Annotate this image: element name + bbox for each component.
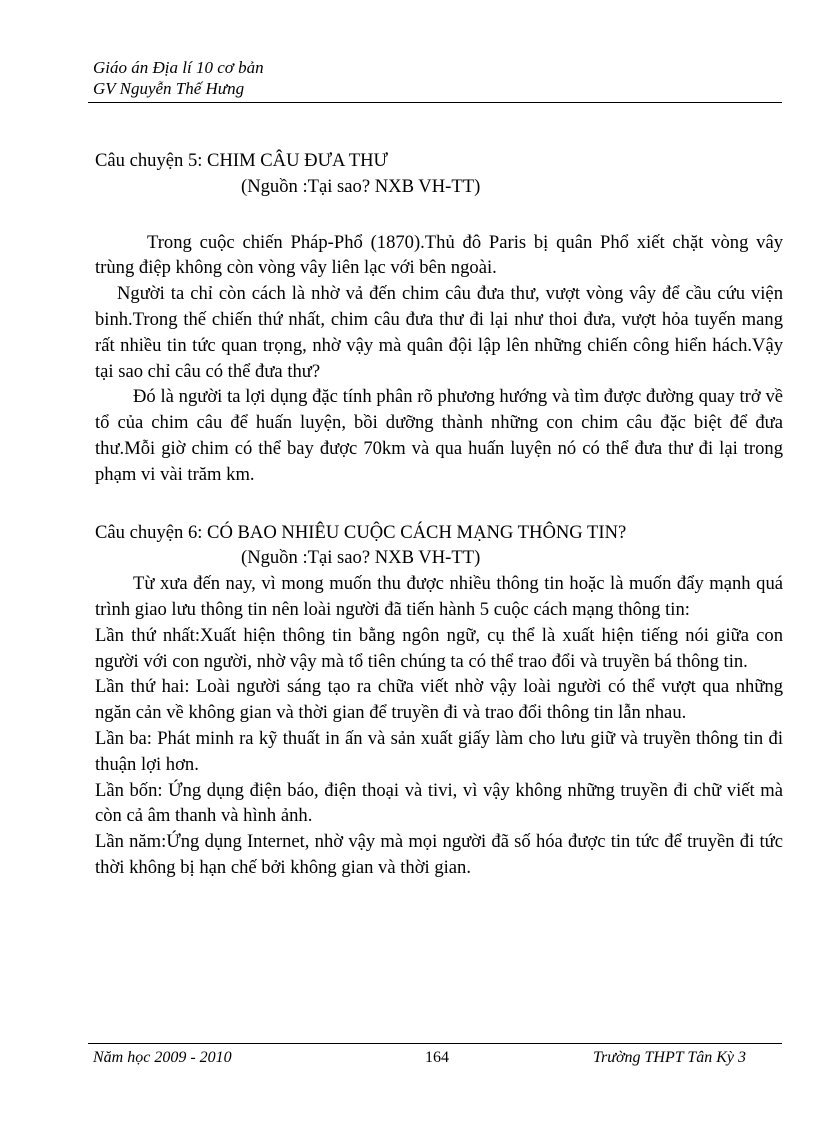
spacer [95, 488, 783, 520]
story5-paragraph: Đó là người ta lợi dụng đặc tính phân rõ phương hướng và tìm được đường quay trở về tổ của chim câu để huấn luyện, bồi dưỡng thành những con chim câu đặc biệt để đưa thư.Mỗi giờ chim có thể bay được 70km và qua huấn luyện nó có thể đưa thư đi lại trong phạm vi vài trăm km. [95, 386, 783, 485]
story5-title: Câu chuyện 5: CHIM CÂU ĐƯA THƯ [95, 150, 388, 171]
header-teacher-name: GV Nguyễn Thế Hưng [93, 79, 245, 98]
footer-school-name: Trường THPT Tân Kỳ 3 [593, 1049, 747, 1066]
footer-page-number: 164 [425, 1049, 449, 1066]
story5-paragraph: Người ta chỉ còn cách là nhờ vả đến chim câu đưa thư, vượt vòng vây để cầu cứu viện binh.Trong thế chiến thứ nhất, chim câu đưa thư đi lại như thoi đưa, vượt hỏa tuyến mang rất nhiều tin tức quan trọng, nhờ vậy mà quân đội lập lên những chiến công hiển hách.Vậy tại sao chỉ câu có thể đưa thư? [95, 283, 783, 382]
revolution-item-3: Lần ba: Phát minh ra kỹ thuất in ấn và sản xuất giấy làm cho lưu giữ và truyền thông tin đi thuận lợi hơn. [95, 727, 783, 775]
header-divider [88, 102, 782, 103]
revolution-item-5: Lần năm:Ứng dụng Internet, nhờ vậy mà mọi người đã số hóa được tin tức để truyền đi tức thời không bị hạn chế bởi không gian và thời gian. [95, 831, 783, 878]
revolution-item-2: Lần thứ hai: Loài người sáng tạo ra chữa viết nhờ vậy loài người có thể vượt qua những ngăn cản về không gian và thời gian để truyền đi và trao đổi thông tin lẫn nhau. [95, 676, 783, 724]
story6-title: Câu chuyện 6: CÓ BAO NHIÊU CUỘC CÁCH MẠNG THÔNG TIN? [95, 521, 627, 543]
story6-source: (Nguồn :Tại sao? NXB VH-TT) [241, 547, 481, 569]
page-header [93, 57, 783, 99]
story5-source: (Nguồn :Tại sao? NXB VH-TT) [241, 175, 481, 197]
footer-divider [88, 1043, 782, 1044]
spacer [95, 200, 783, 230]
story6-intro: Từ xưa đến nay, vì mong muốn thu được nhiều thông tin hoặc là muốn đẩy mạnh quá trình giao lưu thông tin nên loài người đã tiến hành 5 cuộc cách mạng thông tin: [95, 573, 783, 620]
header-course-title: Giáo án Địa lí 10 cơ bản [93, 58, 264, 77]
page-body [95, 148, 783, 881]
revolution-item-1: Lần thứ nhất:Xuất hiện thông tin bằng ngôn ngữ, cụ thể là xuất hiện tiếng nói giữa con người với con người, nhờ vậy mà tổ tiên chúng ta có thể trao đổi và truyền bá thông tin. [95, 624, 783, 672]
story5-paragraph: Trong cuộc chiến Pháp-Phổ (1870).Thủ đô Paris bị quân Phổ xiết chặt vòng vây trùng điệp không còn vòng vây liên lạc với bên ngoài. [95, 231, 783, 279]
revolution-item-4: Lần bốn: Ứng dụng điện báo, điện thoại và tivi, vì vậy không những truyền đi chữ viết mà còn cả âm thanh và hình ảnh. [95, 779, 783, 827]
footer-school-year: Năm học 2009 - 2010 [93, 1049, 232, 1066]
